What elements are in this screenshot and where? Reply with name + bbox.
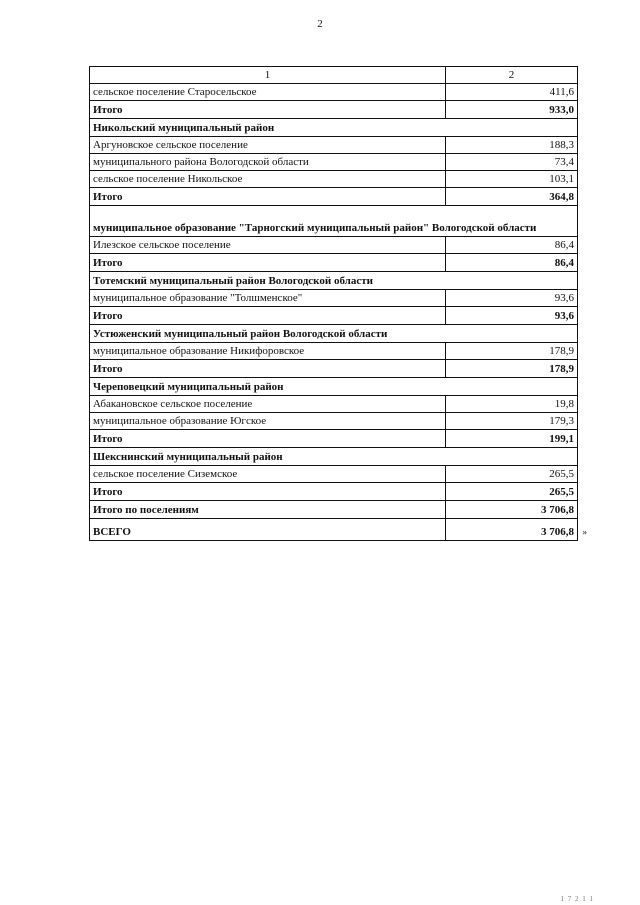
- row-name: Итого: [90, 101, 446, 119]
- row-value: 265,5: [446, 466, 578, 483]
- allocation-table: [89, 66, 587, 541]
- district-header-row: [90, 119, 578, 137]
- page-number: 2: [317, 18, 323, 30]
- row-value: 411,6: [446, 84, 578, 101]
- row-value: 179,3: [446, 413, 578, 430]
- total-row: [90, 101, 578, 119]
- column-header-1: 1: [90, 67, 446, 84]
- row-name: Аргуновское сельское поселение: [90, 137, 446, 154]
- row-value: 3 706,8 »: [446, 519, 578, 541]
- row-name: Илезское сельское поселение: [90, 237, 446, 254]
- row-name: муниципальное образование "Толшменское": [90, 290, 446, 307]
- row-value: 86,4: [446, 237, 578, 254]
- row-value: 19,8: [446, 396, 578, 413]
- row-name: ВСЕГО: [90, 519, 446, 541]
- row-name: Абакановское сельское поселение: [90, 396, 446, 413]
- row-name: Итого: [90, 307, 446, 325]
- total-row: [90, 501, 578, 519]
- table-row: [90, 237, 578, 254]
- column-header-2: 2: [446, 67, 578, 84]
- row-name: Итого: [90, 254, 446, 272]
- table-row: [90, 343, 578, 360]
- district-name: Устюженский муниципальный район Вологодской области: [90, 325, 578, 343]
- row-value: 364,8: [446, 188, 578, 206]
- district-header-row: [90, 378, 578, 396]
- row-name: сельское поселение Старосельское: [90, 84, 446, 101]
- district-name: Никольский муниципальный район: [90, 119, 578, 137]
- row-name: Итого по поселениям: [90, 501, 446, 519]
- table-row: [90, 413, 578, 430]
- table-row: [90, 290, 578, 307]
- table-row: [90, 84, 578, 101]
- row-value: 265,5: [446, 483, 578, 501]
- district-header-row: [90, 206, 578, 237]
- row-name: Итого: [90, 360, 446, 378]
- table-header-row: [90, 67, 578, 84]
- table-body: [90, 67, 587, 541]
- row-name: муниципального района Вологодской области: [90, 154, 446, 171]
- row-name: Итого: [90, 430, 446, 448]
- row-value: 3 706,8: [446, 501, 578, 519]
- table-row: [90, 137, 578, 154]
- table-row: [90, 396, 578, 413]
- row-value: 188,3: [446, 137, 578, 154]
- table-row: [90, 466, 578, 483]
- total-row: [90, 360, 578, 378]
- district-header-row: [90, 448, 578, 466]
- district-name: муниципальное образование "Тарногский муниципальный район" Вологодской области: [90, 206, 578, 237]
- table-row: [90, 154, 578, 171]
- row-value: 73,4: [446, 154, 578, 171]
- table-row: [90, 171, 578, 188]
- row-value: 933,0: [446, 101, 578, 119]
- row-value: 178,9: [446, 360, 578, 378]
- district-header-row: [90, 272, 578, 290]
- total-row: [90, 307, 578, 325]
- row-name: муниципальное образование Никифоровское: [90, 343, 446, 360]
- row-name: сельское поселение Сиземское: [90, 466, 446, 483]
- scan-mark: 1 7 2 1 1: [560, 895, 594, 903]
- district-name: Тотемский муниципальный район Вологодской области: [90, 272, 578, 290]
- row-name: муниципальное образование Югское: [90, 413, 446, 430]
- row-value: 86,4: [446, 254, 578, 272]
- district-name: Шекснинский муниципальный район: [90, 448, 578, 466]
- total-row: [90, 254, 578, 272]
- row-name: сельское поселение Никольское: [90, 171, 446, 188]
- total-row: [90, 483, 578, 501]
- total-row: [90, 188, 578, 206]
- row-name: Итого: [90, 483, 446, 501]
- row-value: 103,1: [446, 171, 578, 188]
- district-header-row: [90, 325, 578, 343]
- row-name: Итого: [90, 188, 446, 206]
- grand-total-row: [90, 519, 578, 541]
- row-value: 178,9: [446, 343, 578, 360]
- row-value: 93,6: [446, 307, 578, 325]
- district-name: Череповецкий муниципальный район: [90, 378, 578, 396]
- row-value: 93,6: [446, 290, 578, 307]
- row-value: 199,1: [446, 430, 578, 448]
- total-row: [90, 430, 578, 448]
- trailing-mark: »: [582, 527, 587, 537]
